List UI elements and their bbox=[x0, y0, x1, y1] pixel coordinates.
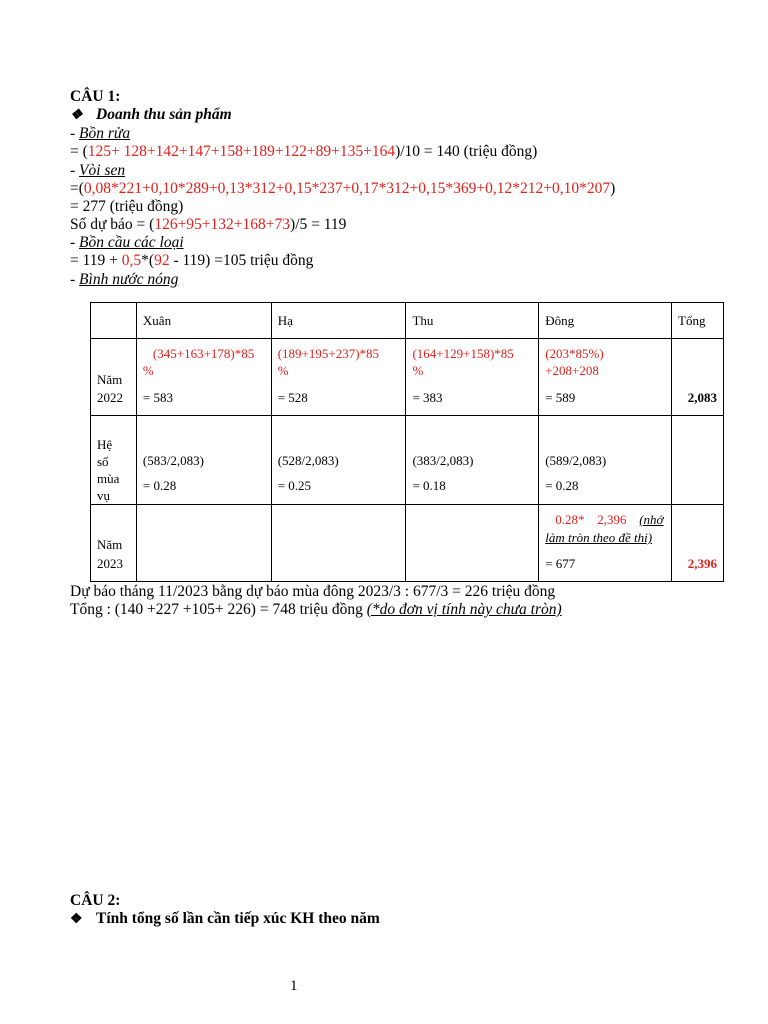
bon-cau-alpha: 0,5 bbox=[121, 252, 142, 269]
cell-2023-thu bbox=[406, 505, 539, 582]
diamond-bullet-icon: ❖ bbox=[70, 912, 83, 927]
bon-rua-label-line: - Bồn rửa bbox=[70, 125, 131, 142]
diamond-bullet-icon: ❖ bbox=[70, 108, 83, 123]
row-label-he-so: Hệ số mùa vụ bbox=[91, 416, 137, 505]
header-dong: Đông bbox=[545, 313, 575, 328]
voi-sen-label-line: - Vòi sen bbox=[70, 162, 126, 179]
page-number: 1 bbox=[290, 978, 298, 994]
bon-cau-formula: = 119 + 0,5*(92 - 119) =105 triệu đồng bbox=[70, 252, 314, 269]
cell-heso-ha: (528/2,083) = 0.25 bbox=[271, 416, 406, 505]
voi-sen-label: Vòi sen bbox=[79, 162, 126, 179]
cell-2022-thu: (164+129+158)*85 % = 383 bbox=[406, 339, 539, 416]
cell-heso-dong: (589/2,083) = 0.28 bbox=[539, 416, 672, 505]
binh-nuoc-nong-label: Bình nước nóng bbox=[79, 271, 179, 288]
table-row-2023 bbox=[91, 505, 724, 582]
q1-heading: Doanh thu sản phẩm bbox=[96, 106, 232, 123]
bon-cau-label: Bồn cầu các loại bbox=[79, 234, 184, 251]
q1-title: CÂU 1: bbox=[70, 88, 121, 105]
q2-title: CÂU 2: bbox=[70, 892, 121, 909]
total-line: Tổng : (140 +227 +105+ 226) = 748 triệu đồng (*do đơn vị tính này chưa tròn) bbox=[70, 601, 562, 618]
header-thu: Thu bbox=[412, 313, 434, 328]
q2-heading: Tính tổng số lần cần tiếp xúc KH theo năm bbox=[96, 910, 380, 927]
row-label-2023: Năm 2023 bbox=[91, 505, 137, 582]
cell-heso-tong bbox=[672, 416, 724, 505]
cell-2022-xuan: (345+163+178)*85 % = 583 bbox=[136, 339, 271, 416]
cell-2022-tong: 2,083 bbox=[672, 339, 724, 416]
so-du-bao-terms: 126+95+132+168+73 bbox=[154, 216, 291, 233]
bon-cau-actual: 92 bbox=[154, 252, 170, 269]
cell-2023-ha bbox=[271, 505, 406, 582]
cell-heso-thu: (383/2,083) = 0.18 bbox=[406, 416, 539, 505]
table-row-2022 bbox=[91, 339, 724, 416]
q2-heading-line bbox=[70, 910, 380, 929]
cell-2022-dong: (203*85%) +208+208 = 589 bbox=[539, 339, 672, 416]
cell-heso-xuan: (583/2,083) = 0.28 bbox=[136, 416, 271, 505]
rounding-note: (nhớ bbox=[639, 512, 664, 527]
voi-sen-formula: =(0,08*221+0,10*289+0,13*312+0,15*237+0,17*312+0,15*369+0,12*212+0,10*207) bbox=[70, 180, 616, 197]
header-ha: Hạ bbox=[277, 313, 293, 328]
seasonal-index-table bbox=[90, 302, 724, 582]
bon-rua-terms: 125+ 128+142+147+158+189+122+89+135+164 bbox=[87, 143, 396, 160]
table-corner-cell bbox=[91, 303, 137, 339]
forecast-nov-2023: Dự báo tháng 11/2023 bằng dự báo mùa đông 2023/3 : 677/3 = 226 triệu đồng bbox=[70, 583, 556, 600]
header-xuan: Xuân bbox=[142, 313, 172, 328]
row-label-2022: Năm 2022 bbox=[91, 339, 137, 416]
bon-rua-label: Bồn rửa bbox=[79, 125, 131, 142]
q1-heading-line bbox=[70, 106, 232, 125]
binh-nuoc-nong-label-line: - Bình nước nóng bbox=[70, 271, 179, 288]
table-header-row bbox=[91, 303, 724, 339]
cell-2023-xuan bbox=[136, 505, 271, 582]
rounding-note-cont: làm tròn theo đề thi) bbox=[545, 530, 653, 545]
cell-2023-dong: 0.28* 2,396 (nhớ làm tròn theo đề thi) = 677 bbox=[539, 505, 672, 582]
voi-sen-result: = 277 (triệu đồng) bbox=[70, 198, 184, 215]
table-row-he-so bbox=[91, 416, 724, 505]
bon-rua-formula: = (125+ 128+142+147+158+189+122+89+135+164)/10 = 140 (triệu đồng) bbox=[70, 143, 538, 160]
header-tong: Tổng bbox=[678, 313, 706, 328]
cell-2023-tong: 2,396 bbox=[672, 505, 724, 582]
rounding-remark: (*do đơn vị tính này chưa tròn) bbox=[366, 601, 562, 618]
cell-2022-ha: (189+195+237)*85 % = 528 bbox=[271, 339, 406, 416]
bon-cau-label-line: - Bồn cầu các loại bbox=[70, 234, 184, 251]
so-du-bao-formula: Số dự báo = (126+95+132+168+73)/5 = 119 bbox=[70, 216, 347, 233]
voi-sen-terms: 0,08*221+0,10*289+0,13*312+0,15*237+0,17*312+0,15*369+0,12*212+0,10*207 bbox=[83, 180, 611, 197]
